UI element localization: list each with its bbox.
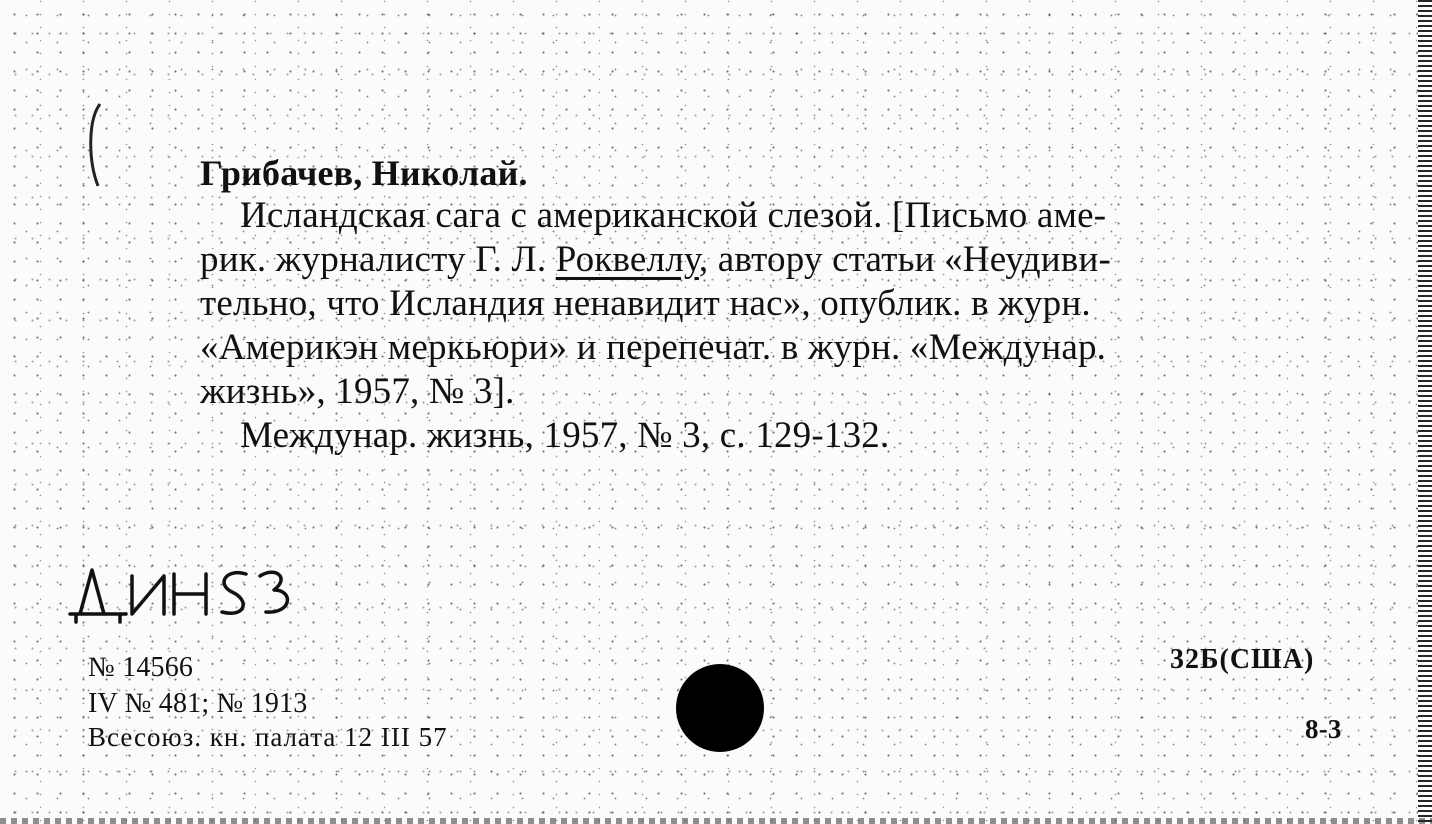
issuer-line: Всесоюз. кн. палата 12 III 57 <box>88 722 448 752</box>
source-line: Междунар. жизнь, 1957, № 3, с. 129-132. <box>240 415 890 456</box>
description-line-2-start: рик. журналисту Г. Л. <box>200 239 556 280</box>
punch-hole <box>676 664 764 752</box>
description-line-4: «Америкэн меркьюри» и перепечат. в журн. «Междунар. <box>200 327 1107 368</box>
record-number: № 14566 <box>88 652 194 683</box>
handwritten-mark <box>60 548 300 633</box>
shelf-code: 8-3 <box>1305 714 1342 744</box>
classification-code: 32Б(США) <box>1170 644 1315 675</box>
card-edge-scan-artifact <box>1418 0 1432 824</box>
bottom-scan-artifact <box>0 818 1432 824</box>
handwriting-icon <box>60 548 300 628</box>
description-line-5: жизнь», 1957, № 3]. <box>200 371 515 412</box>
underlined-name: Роквеллу <box>555 239 699 280</box>
author-heading: Грибачев, Николай. <box>200 153 528 193</box>
pencil-bracket-mark <box>82 100 112 190</box>
reference-numbers: IV № 481; № 1913 <box>88 688 308 719</box>
description-line-2-end: , автору статьи «Неудиви- <box>698 239 1112 280</box>
description-line-1: Исландская сага с американской слезой. [Письмо аме- <box>240 195 1107 236</box>
description-line-3: тельно, что Исландия ненавидит нас», опублик. в журн. <box>200 283 1091 324</box>
description-line-2 <box>200 238 1111 281</box>
